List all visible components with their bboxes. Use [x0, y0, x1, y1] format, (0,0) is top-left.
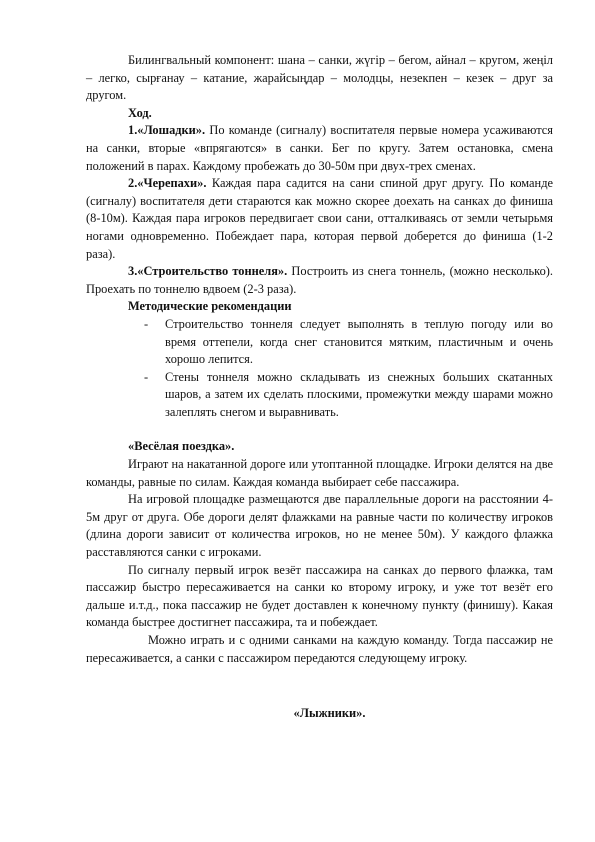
list-dash: -: [144, 316, 149, 331]
trip-title: «Весёлая поездка».: [128, 439, 235, 454]
document-page: [86, 52, 553, 723]
trip-paragraph-1: Играют на накатанной дороге или утоптанной площадке. Игроки делятся на две команды, равные по силам. Каждая команда выбирает себе пассажира.: [86, 457, 553, 489]
recommendations-list: [86, 316, 553, 422]
skiers-title: «Лыжники».: [293, 706, 366, 721]
game-2-text: Каждая пара садится на сани спиной друг другу. По команде (сигналу) воспитателя дети стараются как можно скорее доехать на санках до финиша (8-10м). Каждая пара игроков передвигает свои сани, отталкиваясь от земли четырьмя ногами одновременно. Побеждает пара, которая первой доберется до финиша (1-2 раза).: [86, 176, 553, 261]
game-1-paragraph: [86, 122, 553, 175]
game-2-title: 2.«Черепахи».: [128, 176, 207, 191]
trip-paragraph-4: Можно играть и с одними санками на каждую команду. Тогда пассажир не пересаживается, а санки с пассажиром передаются следующему игроку.: [86, 633, 553, 665]
game-2-paragraph: [86, 175, 553, 263]
method-heading: Методические рекомендации: [128, 299, 292, 314]
hod-heading: Ход.: [128, 105, 152, 120]
game-3-title: 3.«Строительство тоннеля».: [128, 264, 288, 279]
spacer: [86, 421, 553, 438]
recommendation-text: Стены тоннеля можно складывать из снежных больших скатанных шаров, а затем их сделать плоскими, промежутки между шарами можно залеплять снегом и выравнивать.: [165, 369, 553, 419]
list-dash: -: [144, 369, 149, 384]
game-1-text: По команде (сигналу) воспитателя первые номера усаживаются на санки, вторые «впрягаются» в санки. Бег по кругу. Затем остановка, смена положений в парах. Каждому пробежать до 30-50м при двух-трех сменах.: [86, 123, 553, 173]
recommendation-text: Строительство тоннеля следует выполнять в теплую погоду или во время оттепели, когда снег становится мятким, пластичным и очень хорошо лепится.: [165, 316, 553, 367]
game-3-text: Построить из снега тоннель, (можно несколько). Проехать по тоннелю вдвоем (2-3 раза).: [86, 264, 553, 296]
trip-paragraph-2: На игровой площадке размещаются две параллельные дороги на расстоянии 4-5м друг от друга. Обе дороги делят флажками на равные части по количеству игроков (длина дороги зависит от количества игроков, но не менее 50м). У каждого флажка расставляются санки с игроками.: [86, 492, 553, 560]
recommendation-item: [86, 316, 553, 369]
recommendation-item: [86, 369, 553, 422]
spacer: [86, 667, 553, 705]
trip-paragraph-3: По сигналу первый игрок везёт пассажира на санках до первого флажка, там пассажир быстро пересаживается на санки ко второму игроку, и уже тот везёт его дальше и.т.д., пока пассажир не будет доставлен к конечному пункту (финишу). Какая команда быстрее достигнет пассажира, та и побеждает.: [86, 562, 553, 630]
game-1-title: 1.«Лошадки».: [128, 123, 206, 138]
bilingual-paragraph: Билингвальный компонент: шана – санки, жүгір – бегом, айнал – кругом, жеңіл – легко, сырғанау – катание, жарайсыңдар – молодцы, незекпен – кезек – друг за другом.: [86, 53, 553, 103]
game-3-paragraph: [86, 263, 553, 298]
